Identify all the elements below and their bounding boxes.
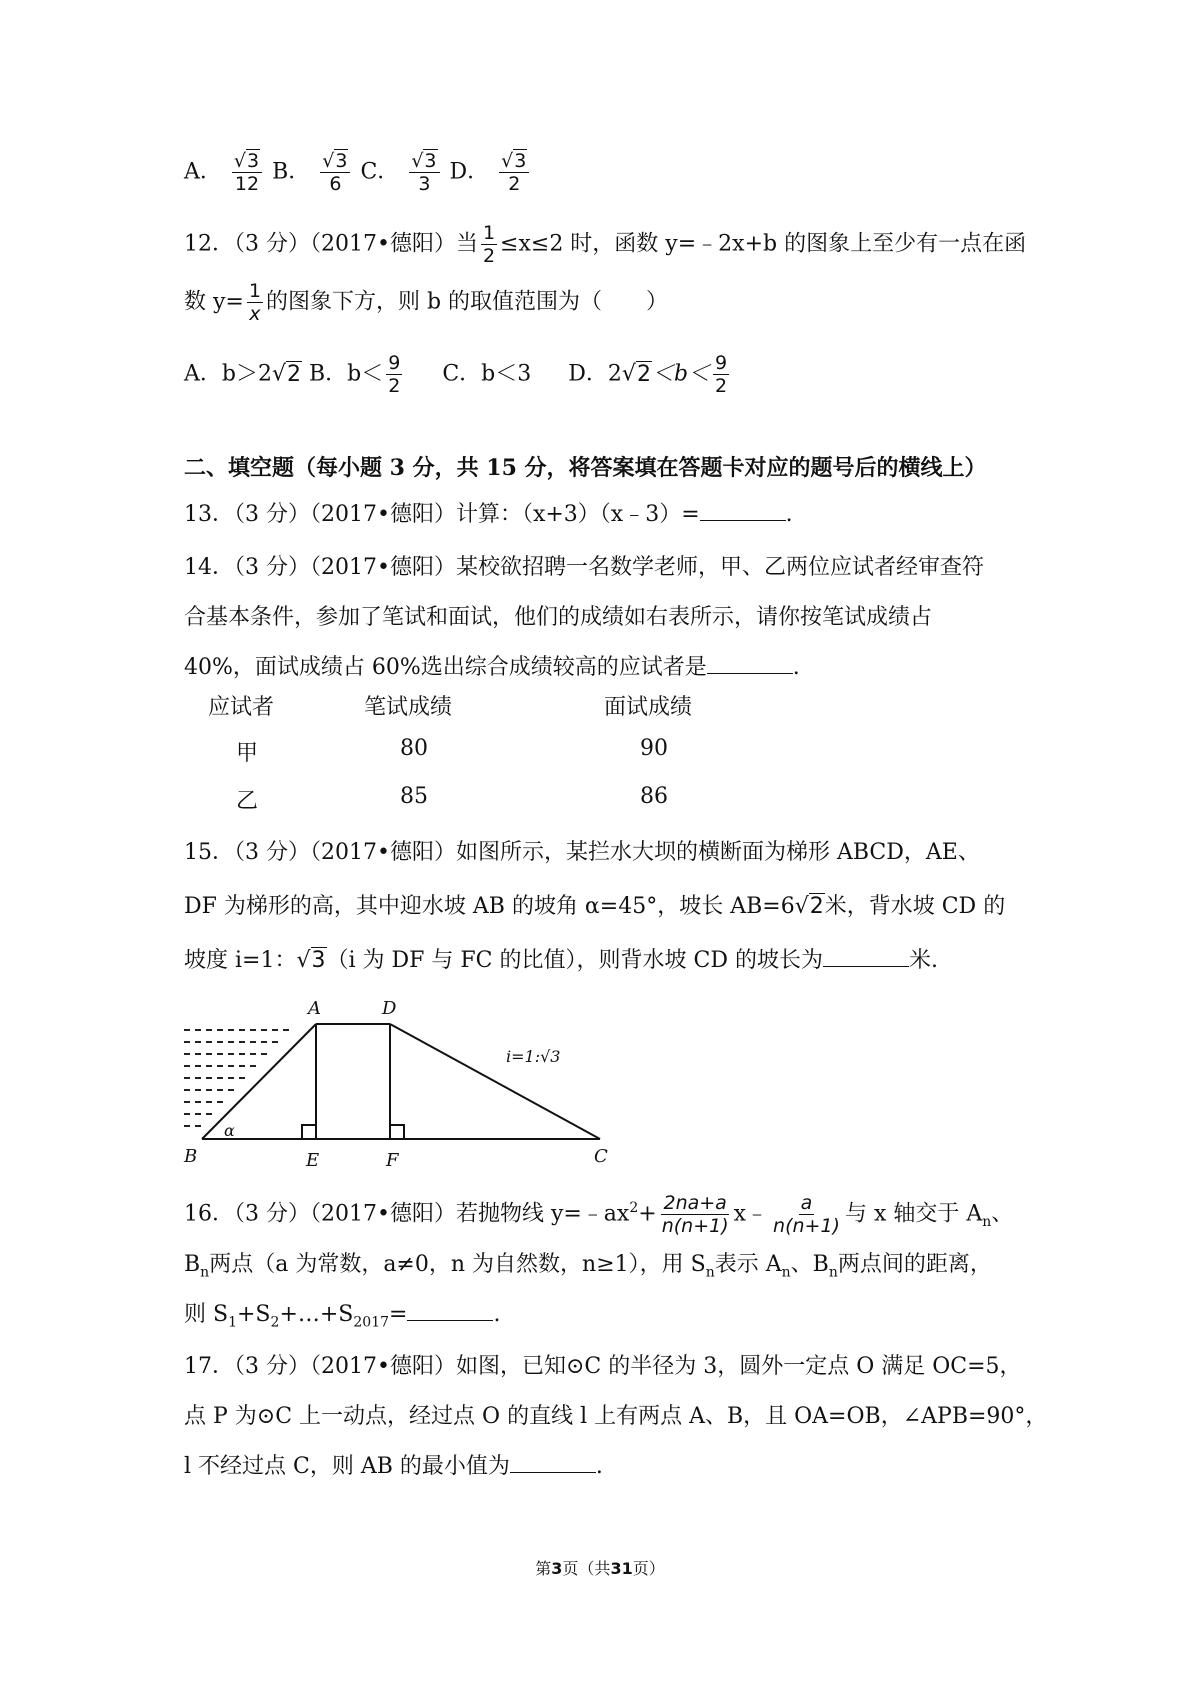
table-cell: 86 — [640, 784, 668, 809]
dam-figure — [180, 990, 620, 1174]
label-slope: i=1:√3 — [506, 1047, 561, 1066]
q16-line2: $B_n$两点（a 为常数，a≠0，n 为自然数，n≥1），用 $S_n$表示 $A_n$、$B_n$两点间的距离， — [184, 1252, 992, 1281]
q17-line2: 点 P 为⊙C 上一动点，经过点 O 的直线 l 上有两点 A、B，且 OA=OB，∠APB=90°， — [184, 1404, 1048, 1429]
dam-diagram — [180, 990, 620, 1170]
label-d: D — [382, 998, 397, 1019]
q12-line2: 数 y= $\frac{1}{x}$ 的图象下方，则 b 的取值范围为（ ） — [184, 280, 669, 325]
answer-blank — [823, 946, 909, 967]
option-label: A． — [184, 159, 222, 185]
page-footer: 第3页（共31页） — [535, 1559, 665, 1578]
table-header: 笔试成绩 — [364, 695, 453, 720]
table-cell: 90 — [640, 736, 668, 761]
label-c: C — [594, 1146, 608, 1167]
q17-line3: l 不经过点 C，则 AB 的最小值为 . — [184, 1454, 603, 1479]
q12-options: A．b＞2√2 B．b＜ $\frac{9}{2}$ C．b＜3 D．2√2＜b＜ $\frac{9}{2}$ — [184, 352, 728, 397]
fraction: $\frac{√3}{2}$ — [499, 150, 529, 195]
q14-line3: 40%，面试成绩占 60%选出综合成绩较高的应试者是 . — [184, 655, 800, 680]
label-a: A — [308, 998, 321, 1019]
fraction: $\frac{√3}{3}$ — [409, 150, 439, 195]
q11-options — [184, 150, 532, 195]
section-title: 二、填空题（每小题 3 分，共 15 分，将答案填在答题卡对应的题号后的横线上） — [184, 455, 987, 481]
q15-line2: DF 为梯形的高，其中迎水坡 AB 的坡角 α=45°，坡长 AB=6√2米，背水坡 CD 的 — [184, 894, 1006, 919]
table-cell: 80 — [400, 736, 428, 761]
option-label: C． — [360, 159, 400, 185]
q13: 13．（3 分）（2017•德阳）计算：（x+3）（x﹣3）= . — [184, 502, 793, 527]
water-lines — [184, 1030, 292, 1126]
table-cell: 85 — [400, 784, 428, 809]
label-b: B — [184, 1146, 198, 1167]
fraction: $\frac{√3}{6}$ — [320, 150, 350, 195]
table-header: 应试者 — [208, 695, 275, 720]
q16-line3: 则 $S_1+S_2+\dots+S_{2017}=$ . — [184, 1302, 501, 1331]
table-cell: 甲 — [236, 741, 259, 766]
answer-blank — [707, 653, 793, 674]
q15-line3: 坡度 i=1：√3（i 为 DF 与 FC 的比值），则背水坡 CD 的坡长为 米. — [184, 948, 938, 973]
option-label: D． — [449, 159, 490, 185]
option-label: B． — [272, 159, 311, 185]
label-alpha: α — [224, 1121, 235, 1140]
answer-blank — [700, 500, 786, 521]
q15-line1: 15．（3 分）（2017•德阳）如图所示，某拦水大坝的横断面为梯形 ABCD，AE、 — [184, 840, 980, 865]
q14-line2: 合基本条件，参加了笔试和面试，他们的成绩如右表所示，请你按笔试成绩占 — [184, 605, 933, 630]
label-f: F — [386, 1150, 399, 1170]
answer-blank — [510, 1452, 596, 1473]
table-cell: 乙 — [236, 789, 259, 814]
table-header: 面试成绩 — [604, 695, 693, 720]
answer-blank — [407, 1300, 493, 1321]
q16-line1: 16．（3 分）（2017•德阳）若抛物线 $y=﹣ax^2+$ $\frac{2na+a}{n(n+1)}$ x﹣ $\frac{a}{n(n+1)}$ 与 x 轴交于 $A_n$、 — [184, 1192, 1014, 1237]
q12-line1: 12．（3 分）（2017•德阳）当 $\frac{1}{2}$ ≤x≤2 时，函数 y=﹣2x+b 的图象上至少有一点在函 — [184, 222, 1027, 267]
q14-line1: 14．（3 分）（2017•德阳）某校欲招聘一名数学老师，甲、乙两位应试者经审查符 — [184, 555, 984, 580]
fraction: $\frac{√3}{12}$ — [232, 150, 262, 195]
label-e: E — [306, 1150, 320, 1170]
q17-line1: 17．（3 分）（2017•德阳）如图，已知⊙C 的半径为 3，圆外一定点 O 满足 OC=5， — [184, 1354, 1022, 1379]
